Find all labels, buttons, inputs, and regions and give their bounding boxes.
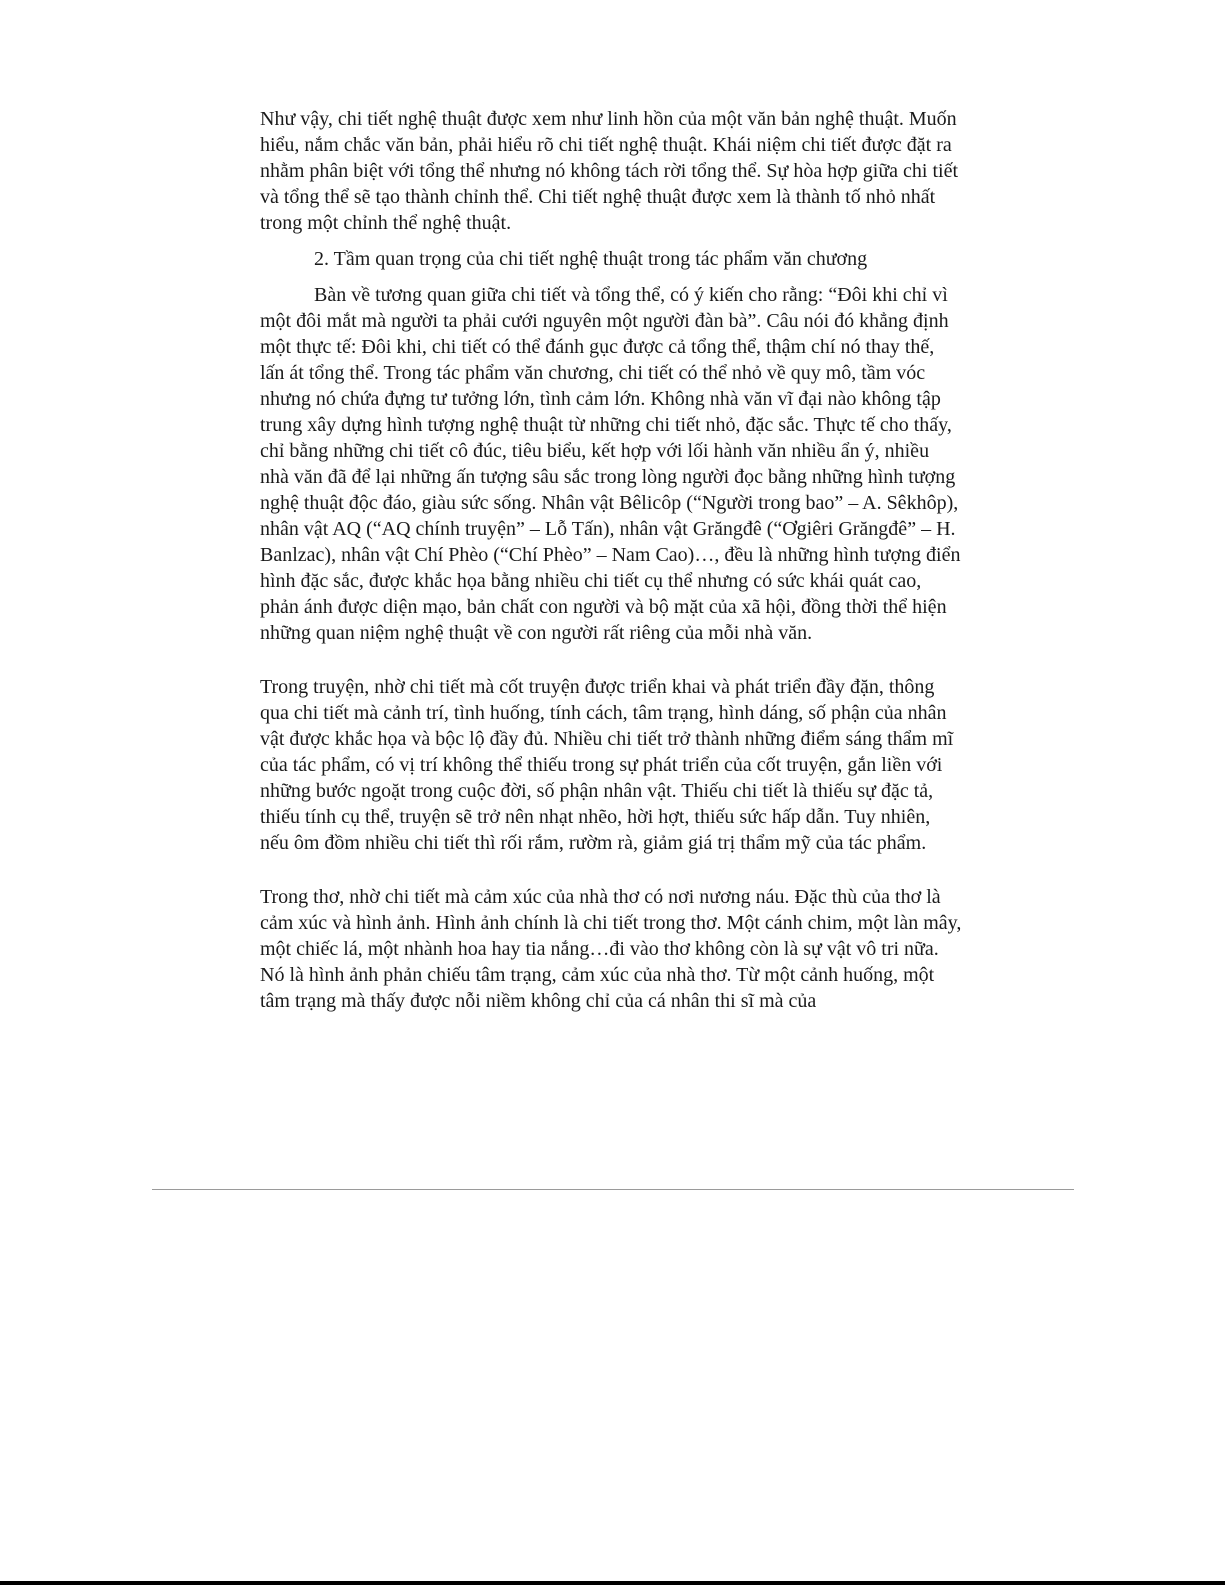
document-body xyxy=(260,106,962,1014)
paragraph-intro-summary: Như vậy, chi tiết nghệ thuật được xem như linh hồn của một văn bản nghệ thuật. Muốn hiểu, nắm chắc văn bản, phải hiểu rõ chi tiết nghệ thuật. Khái niệm chi tiết được đặt ra nhằm phân biệt với tổng thể nhưng nó không tách rời tổng thể. Sự hòa hợp giữa chi tiết và tổng thể sẽ tạo thành chỉnh thể. Chi tiết nghệ thuật được xem là thành tố nhỏ nhất trong một chỉnh thể nghệ thuật. xyxy=(260,108,959,234)
bottom-edge-border xyxy=(0,1581,1225,1585)
paragraph-detail-vs-whole: Bàn về tương quan giữa chi tiết và tổng thể, có ý kiến cho rằng: “Đôi khi chỉ vì một đôi mắt mà người ta phải cưới nguyên một người đàn bà”. Câu nói đó khẳng định một thực tế: Đôi khi, chi tiết có thể đánh gục được cả tổng thể, thậm chí nó thay thế, lấn át tổng thể. Trong tác phẩm văn chương, chi tiết có thể nhỏ về quy mô, tầm vóc nhưng nó chứa đựng tư tưởng lớn, tình cảm lớn. Không nhà văn vĩ đại nào không tập trung xây dựng hình tượng nghệ thuật từ những chi tiết nhỏ, đặc sắc. Thực tế cho thấy, chỉ bằng những chi tiết cô đúc, tiêu biểu, kết hợp với lối hành văn nhiều ẩn ý, nhiều nhà văn đã để lại những ấn tượng sâu sắc trong lòng người đọc bằng những hình tượng nghệ thuật độc đáo, giàu sức sống. Nhân vật Bêlicôp (“Người trong bao” – A. Sêkhôp), nhân vật AQ (“AQ chính truyện” – Lỗ Tấn), nhân vật Grăngđê (“Ơgiêri Grăngđê” – H. Banlzac), nhân vật Chí Phèo (“Chí Phèo” – Nam Cao)…, đều là những hình tượng điển hình đặc sắc, được khắc họa bằng nhiều chi tiết cụ thể nhưng có sức khái quát cao, phản ánh được diện mạo, bản chất con người và bộ mặt của xã hội, đồng thời thể hiện những quan niệm nghệ thuật về con người rất riêng của mỗi nhà văn. xyxy=(260,284,961,644)
paragraph-in-stories: Trong truyện, nhờ chi tiết mà cốt truyện được triển khai và phát triển đầy đặn, thông qua chi tiết mà cảnh trí, tình huống, tính cách, tâm trạng, hình dáng, số phận của nhân vật được khắc họa và bộc lộ đầy đủ. Nhiều chi tiết trở thành những điểm sáng thẩm mĩ của tác phẩm, có vị trí không thể thiếu trong sự phát triển của cốt truyện, gắn liền với những bước ngoặt trong cuộc đời, số phận nhân vật. Thiếu chi tiết là thiếu sự đặc tả, thiếu tính cụ thể, truyện sẽ trở nên nhạt nhẽo, hời hợt, thiếu sức hấp dẫn. Tuy nhiên, nếu ôm đồm nhiều chi tiết thì rối rắm, rườm rà, giảm giá trị thẩm mỹ của tác phẩm. xyxy=(260,676,954,854)
paragraph-in-poetry: Trong thơ, nhờ chi tiết mà cảm xúc của nhà thơ có nơi nương náu. Đặc thù của thơ là cảm xúc và hình ảnh. Hình ảnh chính là chi tiết trong thơ. Một cánh chim, một làn mây, một chiếc lá, một nhành hoa hay tia nắng…đi vào thơ không còn là sự vật vô tri nữa. Nó là hình ảnh phản chiếu tâm trạng, cảm xúc của nhà thơ. Từ một cảnh huống, một tâm trạng mà thấy được nỗi niềm không chỉ của cá nhân thi sĩ mà của xyxy=(260,886,962,1012)
page-break-divider xyxy=(152,1189,1074,1190)
section-heading: 2. Tầm quan trọng của chi tiết nghệ thuật trong tác phẩm văn chương xyxy=(314,248,868,270)
